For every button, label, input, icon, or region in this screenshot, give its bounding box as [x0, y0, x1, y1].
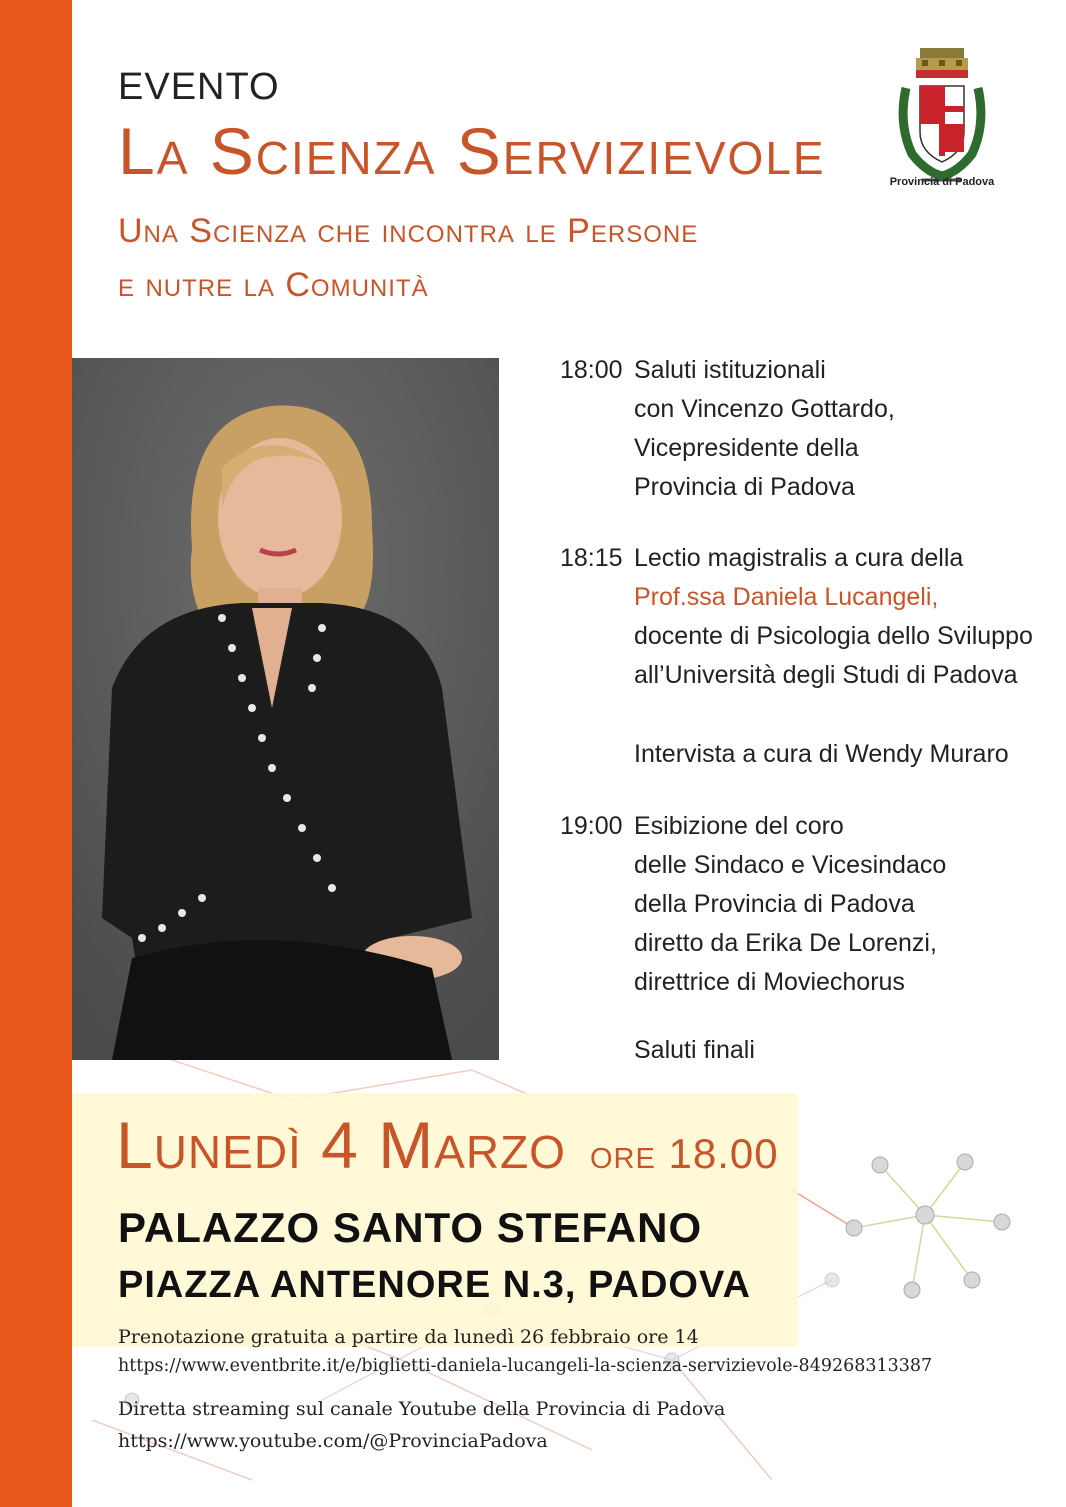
event-label: EVENTO — [118, 66, 280, 108]
event-time: ore 18.00 — [589, 1130, 779, 1177]
program-line: direttrice di Moviechorus — [634, 968, 905, 996]
event-date-day: Lunedì 4 Marzo — [116, 1108, 566, 1182]
program-line: Vicepresidente della — [634, 434, 859, 462]
program-line: della Provincia di Padova — [634, 890, 915, 918]
program-line: all’Università degli Studi di Padova — [634, 661, 1018, 689]
event-subtitle-line-1: Una Scienza che incontra le Persone — [118, 212, 699, 250]
program-line: Intervista a cura di Wendy Muraro — [634, 740, 1009, 768]
event-title: La Scienza Servizievole — [118, 114, 826, 188]
program-line: docente di Psicologia dello Sviluppo — [634, 622, 1033, 650]
logo-caption: Provincia di Padova — [889, 176, 995, 188]
program-time: 19:00 — [560, 812, 623, 840]
program-line: diretto da Erika De Lorenzi, — [634, 929, 937, 957]
program-line: Lectio magistralis a cura della — [634, 544, 964, 572]
event-venue: PALAZZO SANTO STEFANO — [118, 1204, 703, 1251]
orange-side-bar — [0, 0, 72, 1507]
program-line: Saluti finali — [634, 1036, 755, 1064]
program-line: Esibizione del coro — [634, 812, 844, 840]
speaker-photo — [72, 358, 499, 1060]
program-line: Saluti istituzionali — [634, 356, 826, 384]
program-line: con Vincenzo Gottardo, — [634, 395, 895, 423]
provincia-coat-of-arms-logo — [892, 44, 992, 192]
booking-info: Prenotazione gratuita a partire da lunedì 26 febbraio ore 14 — [118, 1326, 699, 1348]
program-time: 18:00 — [560, 356, 623, 384]
booking-link[interactable]: https://www.eventbrite.it/e/biglietti-daniela-lucangeli-la-scienza-servizievole-849268313387 — [118, 1356, 933, 1376]
event-date — [116, 1108, 779, 1182]
event-address: PIAZZA ANTENORE N.3, PADOVA — [118, 1264, 751, 1306]
program-line: Provincia di Padova — [634, 473, 855, 501]
youtube-link[interactable]: https://www.youtube.com/@ProvinciaPadova — [118, 1430, 548, 1452]
program-time: 18:15 — [560, 544, 623, 572]
speaker-name: Prof.ssa Daniela Lucangeli, — [634, 583, 939, 611]
event-subtitle-line-2: e nutre la Comunità — [118, 266, 429, 304]
streaming-info: Diretta streaming sul canale Youtube della Provincia di Padova — [118, 1398, 726, 1420]
program-line: delle Sindaco e Vicesindaco — [634, 851, 947, 879]
